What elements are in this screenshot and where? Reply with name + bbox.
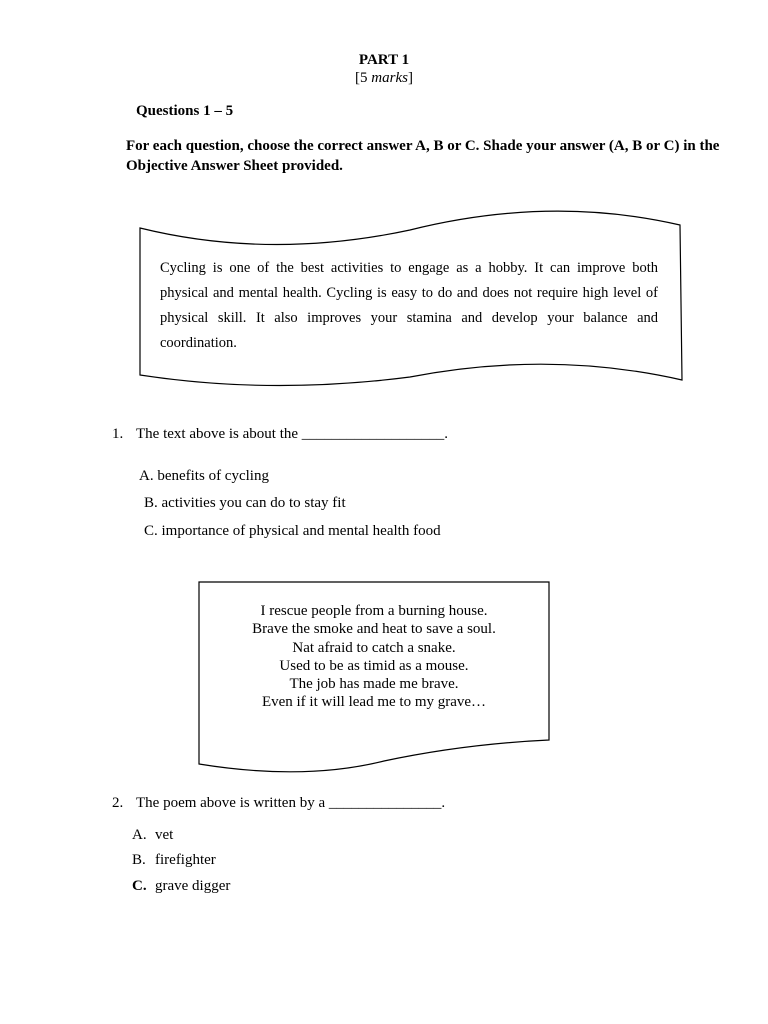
marks-label xyxy=(0,70,768,87)
part-title: PART 1 xyxy=(358,52,410,68)
question-2-option-a[interactable] xyxy=(132,827,173,844)
poem-line: Even if it will lead me to my grave… xyxy=(261,694,487,711)
question-1-option-a[interactable]: A. benefits of cycling xyxy=(139,468,269,484)
poem-line: Used to be as timid as a mouse. xyxy=(279,657,469,674)
question-2 xyxy=(112,795,445,812)
option-text: firefighter xyxy=(155,852,216,868)
question-1-option-b[interactable]: B. activities you can do to stay fit xyxy=(144,495,346,511)
poem-line: The job has made me brave. xyxy=(289,676,459,693)
poem-line: Nat afraid to catch a snake. xyxy=(292,639,456,656)
option-text: grave digger xyxy=(155,878,231,894)
poem-text xyxy=(200,602,548,712)
passage-text: Cycling is one of the best activities to engage as a hobby. It can improve both physical and mental health. Cycling is easy to do and does not require high level of physical skill. It also improves your stamina and develop your balance and coordination. xyxy=(160,260,658,351)
marks-close: ] xyxy=(407,70,413,86)
question-2-number: 2. xyxy=(112,795,124,811)
option-letter: B. xyxy=(132,852,146,868)
marks-open: [5 xyxy=(355,70,372,86)
option-letter: C. xyxy=(132,878,147,894)
instructions: For each question, choose the correct answer A, B or C. Shade your answer (A, B or C) in the Objective Answer Sheet provided. xyxy=(126,138,720,174)
question-1-option-c[interactable]: C. importance of physical and mental health food xyxy=(144,523,441,539)
question-1 xyxy=(112,426,448,443)
question-2-option-c[interactable] xyxy=(132,878,230,895)
question-range: Questions 1 – 5 xyxy=(136,103,234,119)
marks-italic: marks xyxy=(371,70,408,86)
question-2-option-b[interactable] xyxy=(132,852,216,869)
poem-line: Brave the smoke and heat to save a soul. xyxy=(252,621,496,638)
option-text: vet xyxy=(155,827,174,843)
option-letter: A. xyxy=(132,827,147,843)
question-1-text: The text above is about the ___________________. xyxy=(136,426,449,442)
question-2-text: The poem above is written by a _______________. xyxy=(136,795,446,811)
poem-line: I rescue people from a burning house. xyxy=(260,603,488,619)
question-1-number: 1. xyxy=(112,426,124,442)
